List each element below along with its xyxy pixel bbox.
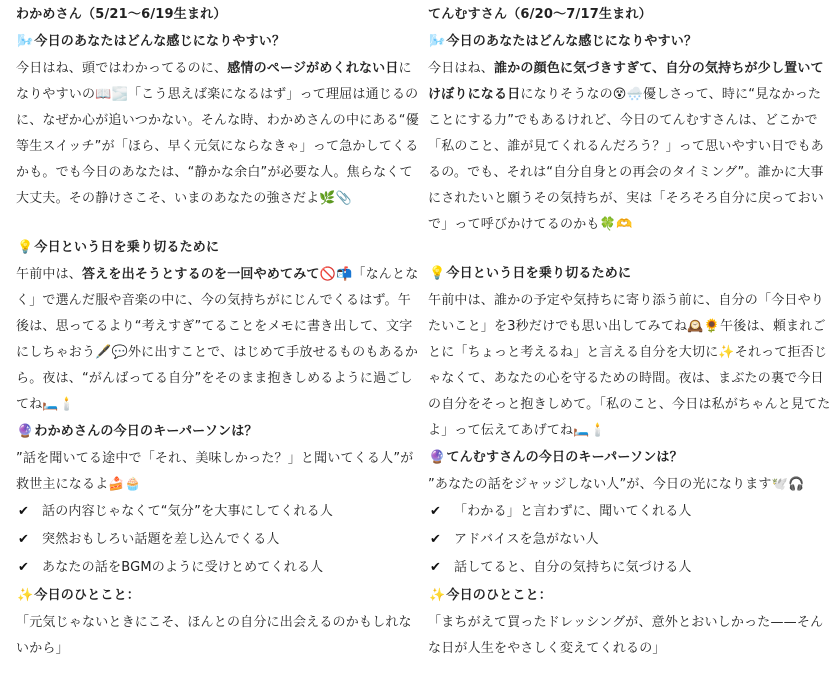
sparkles-icon: ✨	[429, 588, 446, 603]
list-item: ✔ あなたの話をBGMのように受けとめてくれる人	[16, 554, 421, 582]
crystal-ball-icon: 🔮	[429, 450, 446, 465]
tenmusu-column	[428, 0, 832, 662]
wakame-q2-body: 午前中は、答えを出そうとするのを一回やめてみて🚫📬「なんとなく」で選んだ服や音楽の中に、今の気持ちがにじんでくるはず。午後は、思ってるより“考えすぎ”てることをメモに書き出して、文字にしちゃおう🖋️💬外に出すことで、はじめて手放せるものもあるから。夜は、“がんばってる自分”をそのまま抱きしめるように過ごしてね🛏️🕯️	[16, 267, 419, 412]
tenmusu-q1-heading: 🌬️今日のあなたはどんな感じになりやすい？	[428, 28, 832, 56]
list-item: ✔ 突然おもしろい話題を差し込んでくる人	[16, 526, 421, 554]
wakame-q2-heading: 💡今日という日を乗り切るために	[16, 234, 421, 262]
wakame-title: わかめさん（5/21〜6/19生まれ）	[16, 7, 227, 22]
check-icon: ✔	[430, 532, 442, 547]
list-item: ✔ 「わかる」と言わずに、聞いてくれる人	[428, 498, 832, 526]
tenmusu-q1-body: 今日はね、誰かの顔色に気づきすぎて、自分の気持ちが少し置いてけぼりになる日になりそうなの😵🌨️優しさって、時に“見なかったことにする力”でもあるけれど、今日のてんむすさんは、どこかで「私のこと、誰が見てくれるんだろう？」って思いやすい日でもあるの。でも、それは“自分自身との再会のタイミング”。誰かに大事にされたいと願うその気持ちが、実は「そろそろ自分に戻っておいで」って呼びかけてるのかも🍀🫶	[428, 61, 825, 232]
wakame-q1-heading: 🌬️今日のあなたはどんな感じになりやすい？	[16, 28, 421, 56]
tenmusu-q2-body: 午前中は、誰かの予定や気持ちに寄り添う前に、自分の「今日やりたいこと」を3秒だけでも思い出してみてね🕰️🌻午後は、頼まれごとに「ちょっと考えるね」と言える自分を大切に✨それって拒否じゃなくて、あなたの心を守るための時間。夜は、まぶたの裏で今日の自分をそっと抱きしめて。「私のこと、今日は私がちゃんと見てたよ」って伝えてあげてね🛏️🕯️	[428, 293, 831, 438]
wakame-q3-body: ”話を聞いてる途中で「それ、美味しかった？」と聞いてくる人”が救世主になるよ🍰🧁	[16, 451, 414, 492]
tenmusu-q3-body: ”あなたの話をジャッジしない人”が、今日の光になります🕊️🎧	[428, 477, 805, 492]
tenmusu-q4-heading: ✨今日のひとこと：	[428, 582, 832, 610]
wakame-q3-heading: 🔮わかめさんの今日のキーパーソンは？	[16, 418, 421, 446]
check-icon: ✔	[18, 504, 30, 519]
list-item: ✔ 話してると、自分の気持ちに気づける人	[428, 554, 832, 582]
tenmusu-q3-heading: 🔮てんむすさんの今日のキーパーソンは？	[428, 444, 832, 472]
wakame-column	[16, 0, 421, 662]
check-icon: ✔	[18, 532, 30, 547]
tenmusu-q2-heading: 💡今日という日を乗り切るために	[428, 260, 832, 288]
wakame-q4-heading: ✨今日のひとこと：	[16, 582, 421, 610]
check-icon: ✔	[430, 560, 442, 575]
wind-icon: 🌬️	[17, 34, 34, 49]
list-item: ✔ アドバイスを急がない人	[428, 526, 832, 554]
tenmusu-quote: 「まちがえて買ったドレッシングが、意外とおいしかった——そんな日が人生をやさしく変えてくれるの」	[428, 615, 824, 656]
sparkles-icon: ✨	[17, 588, 34, 603]
wakame-q1-body: 今日はね、頭ではわかってるのに、感情のページがめくれない日になりやすいの📖🌫️「こう思えば楽になるはず」って理屈は通じるのに、なぜか心が追いつかない。そんな時、わかめさんの中にある“優等生スイッチ”が「ほら、早く元気にならなきゃ」って急かしてくるかも。でも今日のあなたは、“静かな余白”が必要な人。焦らなくて大丈夫。その静けさこそ、いまのあなたの強さだよ🌿📎	[16, 61, 419, 206]
lightbulb-icon: 💡	[17, 240, 34, 255]
list-item: ✔ 話の内容じゃなくて“気分”を大事にしてくれる人	[16, 498, 421, 526]
check-icon: ✔	[18, 560, 30, 575]
lightbulb-icon: 💡	[429, 266, 446, 281]
crystal-ball-icon: 🔮	[17, 424, 34, 439]
check-icon: ✔	[430, 504, 442, 519]
wind-icon: 🌬️	[429, 34, 446, 49]
wakame-quote: 「元気じゃないときにこそ、ほんとの自分に出会えるのかもしれないから」	[16, 615, 412, 656]
tenmusu-title: てんむすさん（6/20〜7/17生まれ）	[428, 7, 652, 22]
